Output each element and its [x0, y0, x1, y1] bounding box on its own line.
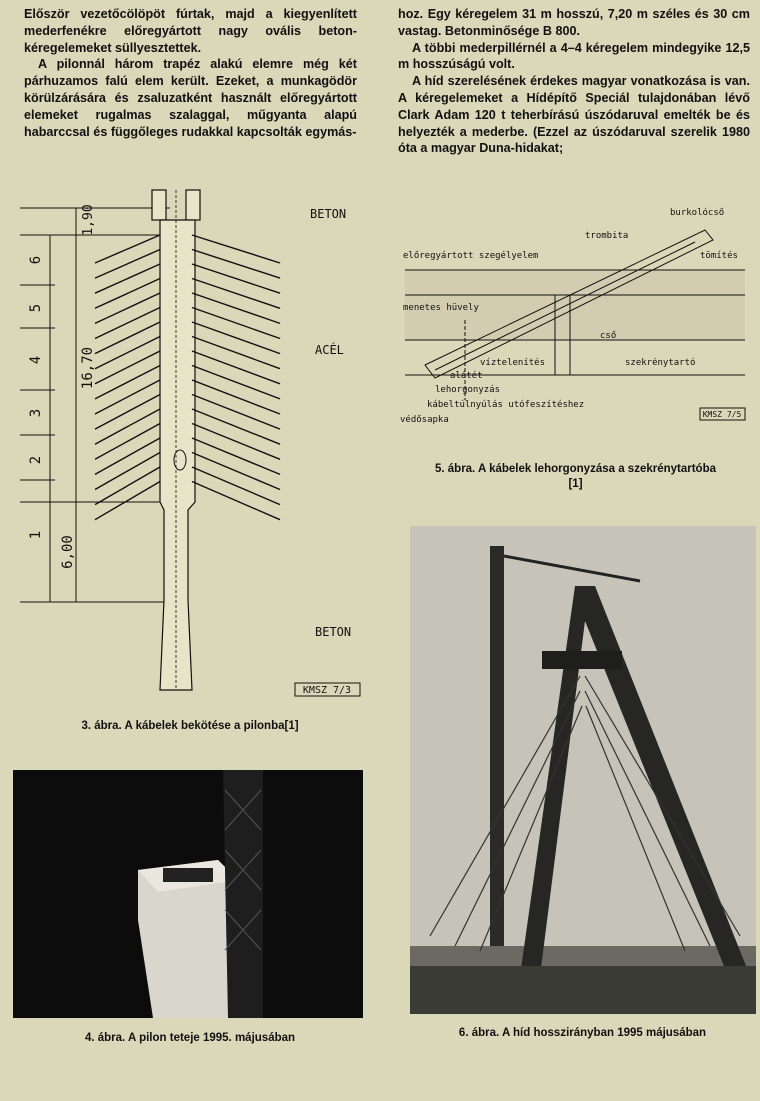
figure5-caption — [398, 462, 753, 492]
row-number-4: 4 — [28, 355, 44, 365]
figure5-caption-line1: 5. ábra. A kábelek lehorgonyzása a szekrénytartóba — [434, 463, 717, 475]
cable-right — [192, 467, 280, 505]
cable-left — [95, 250, 160, 279]
label-alatet: alátét — [450, 371, 483, 381]
label-tomites: tömítés — [700, 251, 738, 261]
cable-right — [192, 308, 280, 339]
cable-left — [95, 235, 160, 263]
cable-left — [95, 467, 160, 505]
stamp-kmsz-73: KMSZ 7/3 — [302, 685, 352, 696]
label-szekrenytarto: szekrénytartó — [625, 358, 696, 368]
label-menetes-huvely: menetes hüvely — [403, 303, 479, 313]
cable-right — [192, 409, 280, 444]
figure3-pylon-diagram — [10, 180, 380, 700]
cable-left — [95, 482, 160, 520]
label-beton-top: BETON — [310, 207, 347, 221]
cable-left — [95, 337, 160, 369]
label-viztelenites: víztelenítés — [480, 358, 546, 368]
row-number-5: 5 — [28, 303, 44, 313]
label-acel: ACÉL — [315, 343, 344, 357]
label-vedosapka: védősapka — [400, 415, 449, 425]
cable-left — [95, 366, 160, 399]
cable-right — [192, 279, 280, 309]
cable-right — [192, 235, 280, 263]
figure5-caption-line2: [1] — [568, 478, 583, 490]
figure5-anchorage-diagram — [395, 200, 755, 430]
row-number-2: 2 — [28, 455, 44, 465]
label-kabeltulnyulas: kábeltúlnyúlás utófeszítéshez — [427, 400, 585, 410]
cable-left — [95, 279, 160, 309]
figure6-photo-bridge — [410, 526, 756, 1014]
paragraph: A híd szerelésének érdekes magyar vonatkozása is van. A kéregelemeket a Hídépítő Speciál tulajdonában lévő Clark Adam 120 t teherbírású úszódaruval emelték be és helyezték a mederbe. (Ezzel az úszódaruval szerelik 1980 óta a magyar Duna-hidakat; — [398, 74, 750, 156]
dim-top-label: 1,90 — [81, 204, 96, 236]
cable-left — [95, 293, 160, 323]
dim-bottom-label: 6,00 — [60, 535, 76, 569]
cable-left — [95, 438, 160, 474]
cable-left — [95, 409, 160, 444]
figure6-caption: 6. ábra. A híd hosszirányban 1995 májusában — [458, 1027, 707, 1039]
cable-right — [192, 337, 280, 369]
label-burkolocso: burkolócső — [670, 208, 725, 218]
cable-left — [95, 424, 160, 460]
cable-left — [95, 322, 160, 354]
row-number-1: 1 — [28, 530, 44, 540]
paragraph: Először vezetőcölöpöt fúrtak, majd a kiegyenlített mederfenékre előregyártott nagy ovális beton-kéregelemeket süllyesztettek. — [24, 7, 357, 55]
cable-right — [192, 395, 280, 430]
cable-right — [192, 424, 280, 460]
label-beton-bottom: BETON — [315, 625, 352, 639]
cable-right — [192, 366, 280, 399]
cable-right — [192, 482, 280, 520]
label-trombita: trombita — [585, 231, 629, 241]
left-text-column — [24, 6, 357, 140]
cable-left — [95, 453, 160, 490]
paragraph: hoz. Egy kéregelem 31 m hosszú, 7,20 m széles és 30 cm vastag. Betonminősége B 800. — [398, 7, 750, 38]
label-lehorgonyzas: lehorgonyzás — [435, 385, 501, 395]
label-cso: cső — [600, 331, 617, 341]
figure4-caption: 4. ábra. A pilon teteje 1995. májusában — [84, 1032, 296, 1044]
cable-left — [95, 351, 160, 384]
cable-right — [192, 351, 280, 384]
dim-mid-label: 16,70 — [80, 346, 96, 390]
cable-right — [192, 250, 280, 279]
cable-right — [192, 264, 280, 293]
cable-left — [95, 380, 160, 414]
paragraph: A többi mederpillérnél a 4–4 kéregelem mindegyike 12,5 m hosszúságú volt. — [398, 40, 750, 72]
cable-right — [192, 322, 280, 354]
right-text-column — [398, 6, 750, 157]
row-number-3: 3 — [28, 408, 44, 418]
row-number-6: 6 — [28, 255, 44, 265]
cable-left — [95, 308, 160, 339]
cable-right — [192, 380, 280, 414]
label-szegelyelem: előregyártott szegélyelem — [403, 251, 539, 261]
figure3-caption: 3. ábra. A kábelek bekötése a pilonba[1] — [81, 720, 299, 732]
paragraph: A pilonnál három trapéz alakú elemre még két párhuzamos falú elem került. Ezeket, a munkagödör körülzárására és zsaluzatként használt előregyártott elemeket rugalmas szalaggal, műgyanta alapú habarccsal és függőleges rudakkal kapcsolták egymás- — [24, 57, 357, 139]
figure4-photo-pylon-top — [13, 770, 363, 1018]
cable-left — [95, 264, 160, 293]
cable-right — [192, 438, 280, 474]
cable-right — [192, 453, 280, 490]
cable-left — [95, 395, 160, 430]
cable-right — [192, 293, 280, 323]
stamp-kmsz-75: KMSZ 7/5 — [702, 410, 742, 419]
